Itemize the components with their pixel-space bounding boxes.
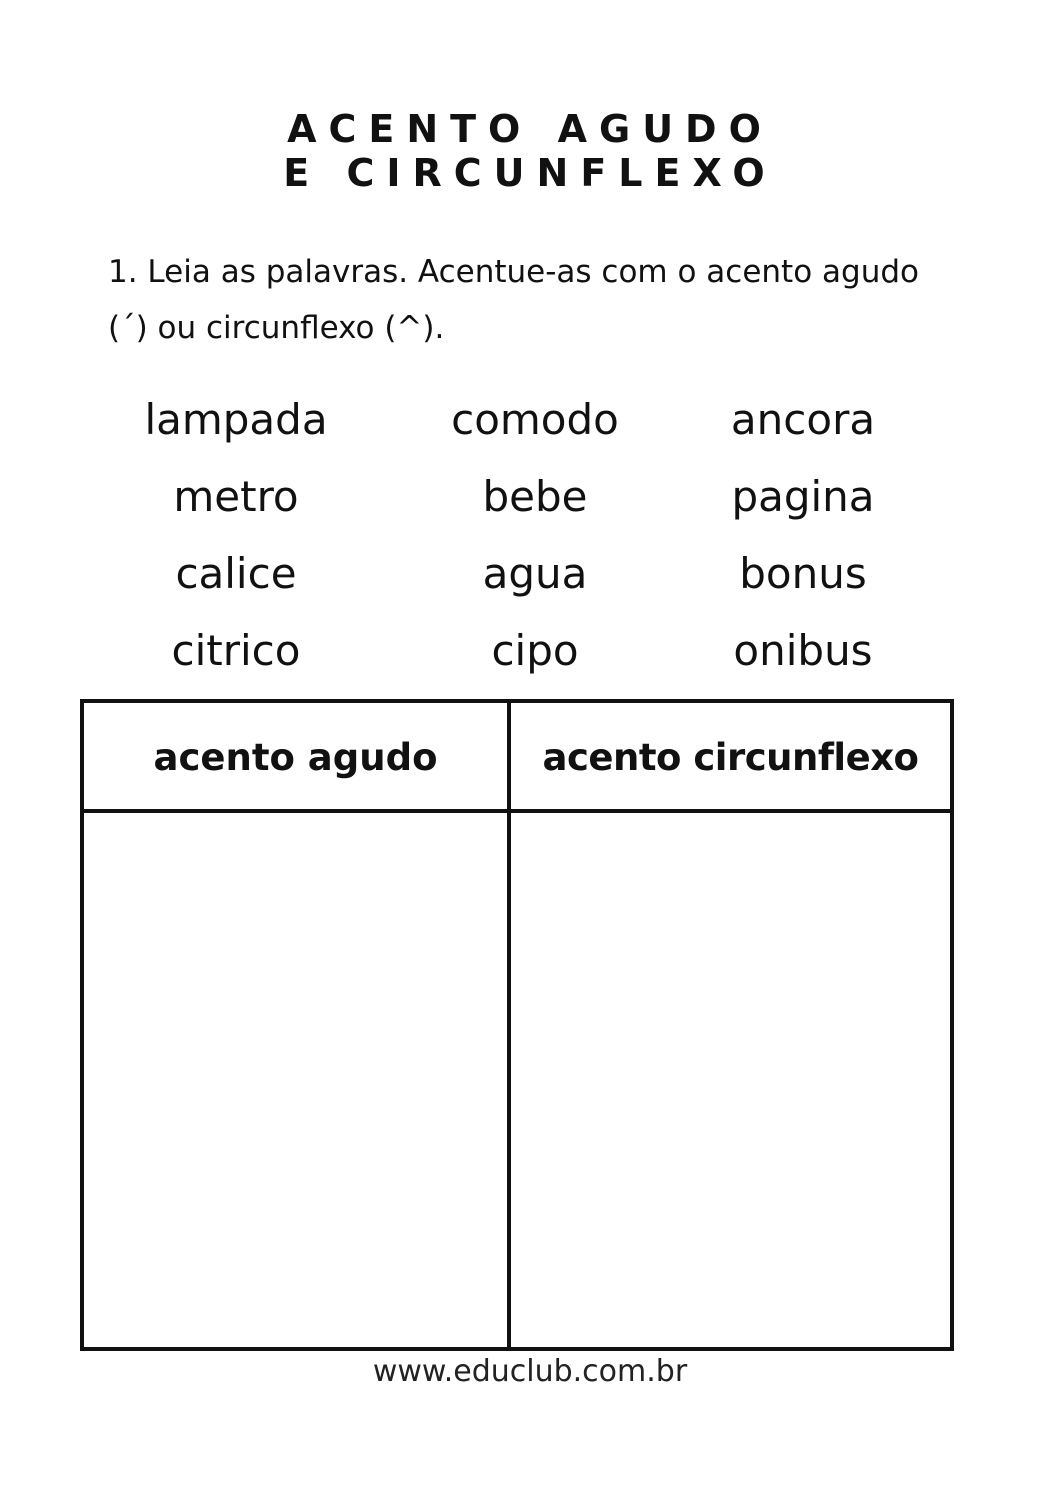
word-item: citrico bbox=[171, 626, 301, 675]
footer-website: www.educlub.com.br bbox=[372, 1354, 688, 1389]
instructions-text: 1. Leia as palavras. Acentue-as com o acento agudo (´) ou circunflexo (^). bbox=[108, 254, 919, 346]
word-item: metro bbox=[173, 472, 299, 521]
word-item: ancora bbox=[730, 395, 876, 444]
page-title-line-2: E CIRCUNFLEXO bbox=[283, 151, 777, 195]
word-item: onibus bbox=[733, 626, 873, 675]
word-item: cipo bbox=[491, 626, 579, 675]
word-item: agua bbox=[482, 549, 588, 598]
table-header-acute: acento agudo bbox=[153, 736, 438, 779]
answer-area-circumflex[interactable] bbox=[511, 813, 950, 1347]
word-item: comodo bbox=[451, 395, 619, 444]
word-item: lampada bbox=[144, 395, 328, 444]
word-item: bebe bbox=[482, 472, 588, 521]
word-item: bonus bbox=[739, 549, 867, 598]
table-header-circumflex: acento circunflexo bbox=[542, 736, 919, 779]
word-item: pagina bbox=[731, 472, 875, 521]
classification-table bbox=[80, 699, 954, 1351]
page-title-line-1: ACENTO AGUDO bbox=[287, 107, 773, 151]
word-item: calice bbox=[175, 549, 297, 598]
answer-area-acute[interactable] bbox=[84, 813, 507, 1347]
